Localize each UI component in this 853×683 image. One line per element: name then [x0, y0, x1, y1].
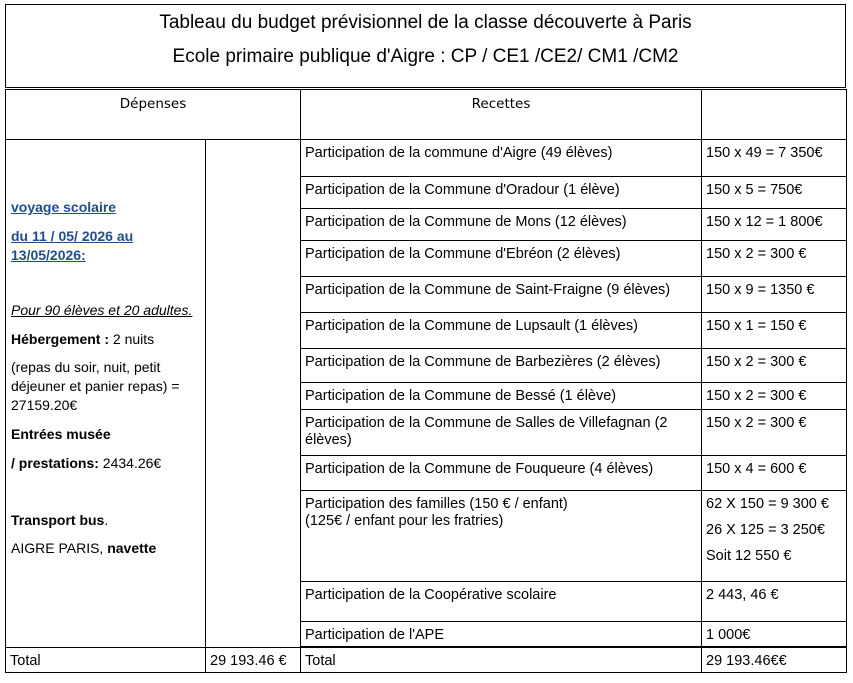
recette-label: Participation de la Commune de Barbezières (2 élèves): [301, 349, 702, 383]
depenses-amount-cell: [206, 140, 301, 648]
navette-text: navette: [107, 540, 157, 556]
header-depenses: Dépenses: [6, 90, 301, 140]
recette-value: 150 x 12 = 1 800€: [702, 209, 847, 241]
header-recettes: Recettes: [301, 90, 702, 140]
budget-table: [5, 89, 847, 673]
page-subtitle: Ecole primaire publique d'Aigre : CP / CE1 /CE2/ CM1 /CM2: [172, 46, 679, 67]
familles-value1: 62 X 150 = 9 300 €: [706, 496, 829, 512]
aigre-paris: [11, 539, 201, 558]
aigre-paris-text: AIGRE PARIS,: [11, 540, 108, 556]
recette-label: Participation de la Coopérative scolaire: [301, 582, 702, 622]
depenses-details: [11, 198, 201, 558]
recette-label: Participation de la Commune de Salles de Villefagnan (2 élèves): [301, 410, 702, 456]
transport: [11, 511, 201, 530]
recette-label: Participation de la Commune d'Oradour (1 élève): [301, 177, 702, 209]
recette-value: 150 x 2 = 300 €: [702, 349, 847, 383]
prestations: [11, 454, 201, 473]
repas-text: (repas du soir, nuit, petit déjeuner et panier repas) = 27159.20€: [11, 359, 180, 413]
recette-value: 150 x 4 = 600 €: [702, 456, 847, 491]
recettes-total-label: Total: [301, 648, 702, 673]
total-row: [6, 648, 847, 673]
recette-value: 150 x 49 = 7 350€: [702, 140, 847, 177]
participants-count: Pour 90 élèves et 20 adultes.: [11, 302, 193, 318]
familles-line2: (125€ / enfant pour les fratries): [305, 513, 504, 529]
familles-line1: Participation des familles (150 € / enfant): [305, 496, 568, 512]
familles-value2: 26 X 125 = 3 250€: [706, 522, 825, 538]
voyage-title: voyage scolaire: [11, 199, 117, 215]
familles-label-cell: [301, 491, 702, 582]
recette-label: Participation de la Commune de Bessé (1 élève): [301, 383, 702, 410]
depenses-total-label: Total: [6, 648, 206, 673]
table-header-row: [6, 90, 847, 140]
depenses-details-cell: [6, 140, 206, 648]
recette-label: Participation de l'APE: [301, 622, 702, 647]
familles-value-cell: [702, 491, 847, 582]
hebergement-label: Hébergement :: [11, 331, 110, 347]
recette-value: 150 x 2 = 300 €: [702, 383, 847, 410]
voyage-dates: du 11 / 05/ 2026 au 13/05/2026:: [11, 228, 134, 263]
recette-value: 150 x 9 = 1350 €: [702, 277, 847, 313]
recette-value: 2 443, 46 €: [702, 582, 847, 622]
recette-label: Participation de la commune d'Aigre (49 élèves): [301, 140, 702, 177]
recettes-total-value: 29 193.46€€: [702, 648, 847, 673]
recette-label: Participation de la Commune de Lupsault (1 élèves): [301, 313, 702, 349]
header-empty: [702, 90, 847, 140]
recette-value: 150 x 2 = 300 €: [702, 410, 847, 456]
prestations-label: / prestations:: [11, 455, 99, 471]
entrees-label: Entrées musée: [11, 426, 111, 442]
recette-value: 1 000€: [702, 622, 847, 647]
depenses-total-value: 29 193.46 €: [206, 648, 301, 673]
recette-label: Participation de la Commune de Mons (12 élèves): [301, 209, 702, 241]
table-row: [6, 140, 847, 177]
hebergement: [11, 330, 201, 349]
hebergement-value: 2 nuits: [109, 331, 155, 347]
transport-dot: .: [104, 512, 109, 528]
transport-label: Transport bus: [11, 512, 105, 528]
recette-value: 150 x 5 = 750€: [702, 177, 847, 209]
recette-value: 150 x 2 = 300 €: [702, 241, 847, 277]
title-box: [5, 4, 846, 88]
familles-value3: Soit 12 550 €: [706, 548, 792, 564]
recette-label: Participation de la Commune de Fouqueure (4 élèves): [301, 456, 702, 491]
recette-label: Participation de la Commune de Saint-Fraigne (9 élèves): [301, 277, 702, 313]
page-title: Tableau du budget prévisionnel de la classe découverte à Paris: [159, 12, 692, 33]
recette-value: 150 x 1 = 150 €: [702, 313, 847, 349]
budget-sheet: [5, 4, 846, 680]
recette-label: Participation de la Commune d'Ebréon (2 élèves): [301, 241, 702, 277]
prestations-value: 2434.26€: [98, 455, 162, 471]
